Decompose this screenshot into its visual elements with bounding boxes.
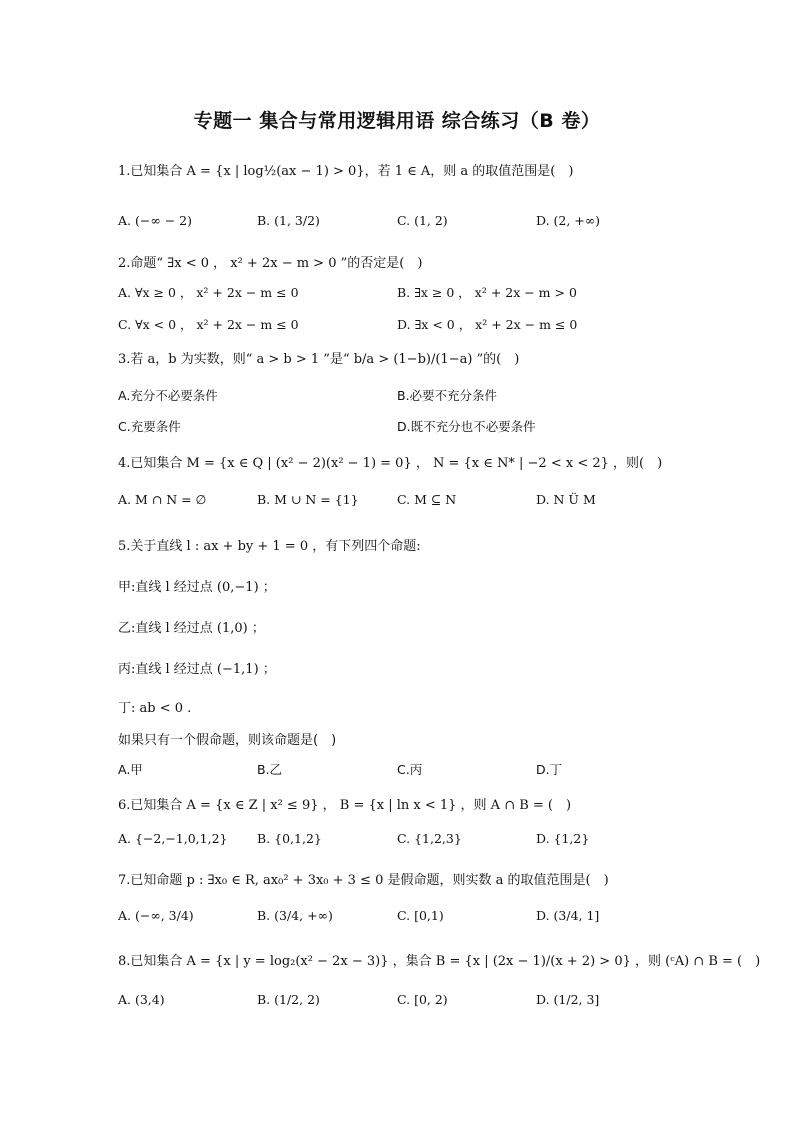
question-5-stem: 5.关于直线 l : ax + by + 1 = 0 ，有下列四个命题:: [118, 539, 421, 554]
page-title: 专题一 集合与常用逻辑用语 综合练习（B 卷）: [193, 110, 601, 132]
question-1-stem: 1.已知集合 A = {x | log½(ax − 1) > 0}，若 1 ∈ A，则 a 的取值范围是( ): [118, 164, 574, 179]
question-5-proposition-yi: 乙:直线 l 经过点 (1,0) ；: [118, 621, 265, 636]
question-8-option-d: D. (1/2, 3]: [536, 992, 600, 1007]
question-4-option-d: D. N Ü M: [536, 492, 596, 507]
question-8-stem: 8.已知集合 A = {x | y = log₂(x² − 2x − 3)} ，集合 B = {x | (2x − 1)/(x + 2) > 0} ，则 (ᶜA) ∩ B = ( ): [118, 954, 761, 969]
question-3-option-b: B.必要不充分条件: [397, 388, 498, 403]
question-4-stem: 4.已知集合 M = {x ∈ Q | (x² − 2)(x² − 1) = 0} ， N = {x ∈ N* | −2 < x < 2} ，则( ): [118, 456, 663, 471]
question-3-option-c: C.充要条件: [118, 419, 181, 434]
question-7-option-a: A. (−∞, 3/4): [118, 908, 194, 923]
question-1-option-a: A. (−∞ − 2): [118, 213, 192, 228]
question-3-option-d: D.既不充分也不必要条件: [397, 419, 536, 434]
question-7-option-c: C. [0,1): [397, 908, 444, 923]
question-6-option-a: A. {−2,−1,0,1,2}: [118, 831, 228, 846]
question-1-option-c: C. (1, 2): [397, 213, 448, 228]
question-2-option-b: B. ∃x ≥ 0 ， x² + 2x − m > 0: [397, 285, 577, 300]
question-5-option-d: D.丁: [536, 762, 563, 777]
question-5-option-a: A.甲: [118, 762, 143, 777]
question-6-option-b: B. {0,1,2}: [257, 831, 322, 846]
question-2-stem: 2.命题“ ∃x < 0 ， x² + 2x − m > 0 ”的否定是( ): [118, 256, 423, 271]
question-4-option-a: A. M ∩ N = ∅: [118, 492, 207, 507]
question-7-option-b: B. (3/4, +∞): [257, 908, 333, 923]
question-3-option-a: A.充分不必要条件: [118, 388, 218, 403]
question-8-option-a: A. (3,4): [118, 992, 165, 1007]
question-5-option-b: B.乙: [257, 762, 283, 777]
question-1-option-d: D. (2, +∞): [536, 213, 601, 228]
question-6-option-c: C. {1,2,3}: [397, 831, 462, 846]
question-3-stem: 3.若 a，b 为实数，则“ a > b > 1 ”是“ b/a > (1−b)/(1−a) ”的( ): [118, 352, 520, 367]
question-1-option-b: B. (1, 3/2): [257, 213, 320, 228]
question-5-proposition-jia: 甲:直线 l 经过点 (0,−1) ；: [118, 580, 276, 595]
question-2-option-a: A. ∀x ≥ 0 ， x² + 2x − m ≤ 0: [118, 285, 299, 300]
question-2-option-d: D. ∃x < 0 ， x² + 2x − m ≤ 0: [397, 317, 578, 332]
question-7-stem: 7.已知命题 p : ∃x₀ ∈ R, ax₀² + 3x₀ + 3 ≤ 0 是假命题，则实数 a 的取值范围是( ): [118, 873, 609, 888]
question-6-option-d: D. {1,2}: [536, 831, 590, 846]
question-5-proposition-ding: 丁: ab < 0 .: [118, 701, 192, 716]
question-4-option-c: C. M ⊆ N: [397, 492, 457, 507]
question-4-option-b: B. M ∪ N = {1}: [257, 492, 359, 507]
question-2-option-c: C. ∀x < 0 ， x² + 2x − m ≤ 0: [118, 317, 299, 332]
question-8-option-b: B. (1/2, 2): [257, 992, 320, 1007]
question-5-proposition-bing: 丙:直线 l 经过点 (−1,1) ；: [118, 662, 276, 677]
question-5-option-c: C.丙: [397, 762, 423, 777]
question-8-option-c: C. [0, 2): [397, 992, 448, 1007]
question-6-stem: 6.已知集合 A = {x ∈ Z | x² ≤ 9} ， B = {x | ln x < 1} ，则 A ∩ B = ( ): [118, 798, 572, 813]
question-7-option-d: D. (3/4, 1]: [536, 908, 600, 923]
question-5-prompt: 如果只有一个假命题，则该命题是( ): [118, 733, 337, 748]
